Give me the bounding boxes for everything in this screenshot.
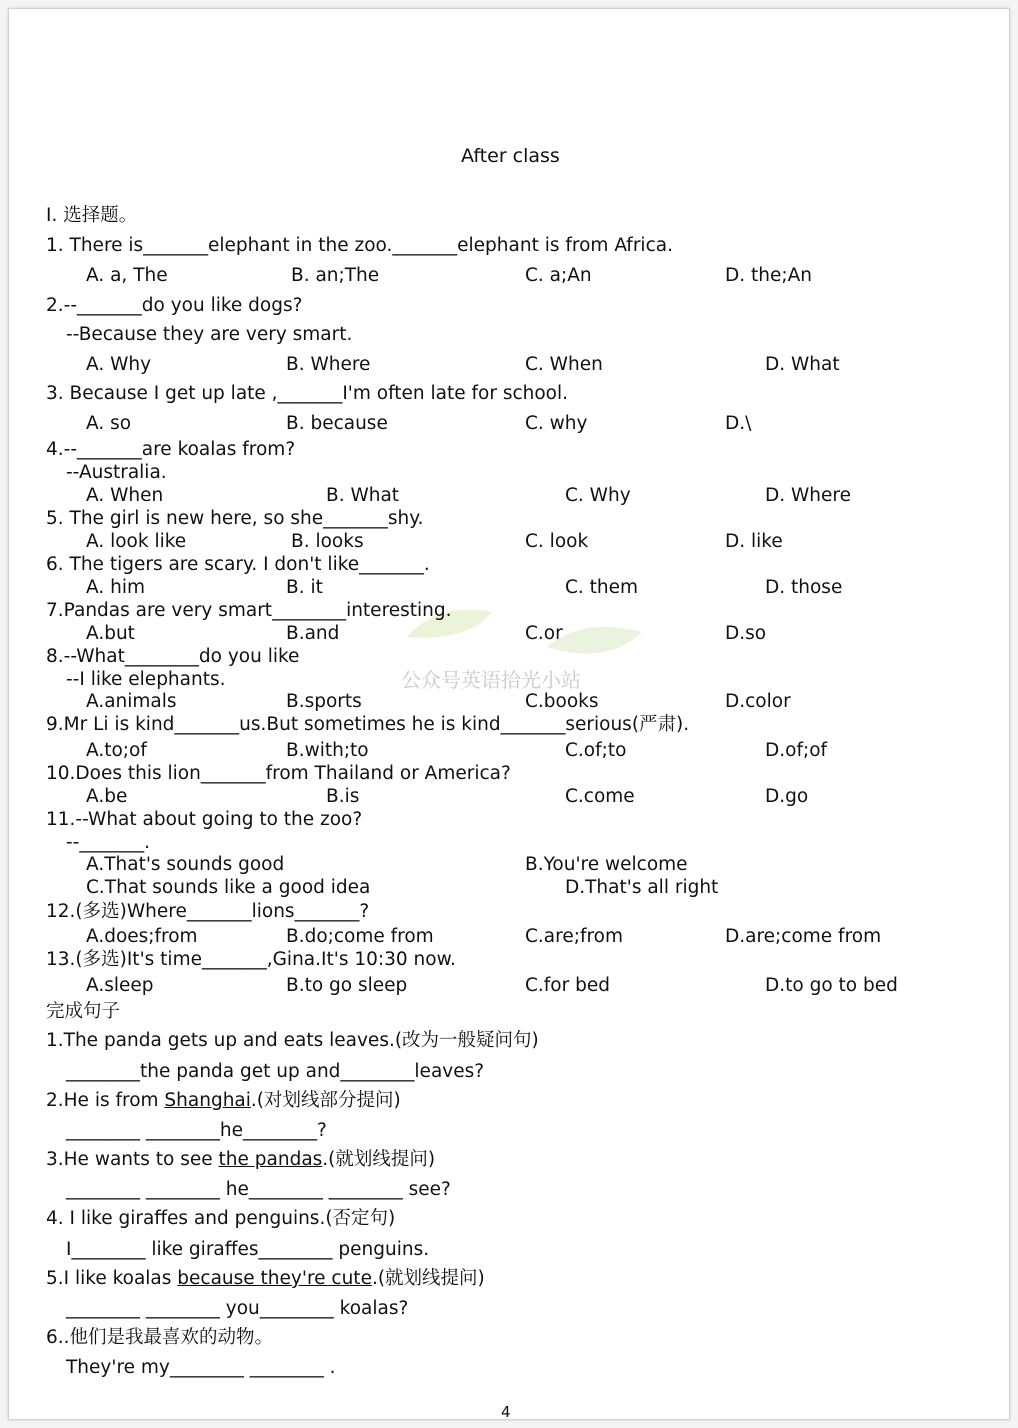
q3-option-c: C. why — [525, 413, 588, 434]
sentence-4-prompt: 4. I like giraffes and penguins.(否定句) — [46, 1208, 396, 1229]
question-11: 11.--What about going to the zoo? — [46, 809, 363, 830]
q2-option-a: A. Why — [86, 354, 152, 375]
q7-option-a: A.but — [86, 623, 135, 644]
q9-option-a: A.to;of — [86, 740, 147, 761]
q9-option-c: C.of;to — [565, 740, 627, 761]
q2-option-c: C. When — [525, 354, 603, 375]
section1-heading: I. 选择题。 — [46, 205, 138, 226]
q9-option-d: D.of;of — [765, 740, 828, 761]
q11-option-b: B.You're welcome — [525, 854, 688, 875]
q13-option-c: C.for bed — [525, 975, 610, 996]
question-8: 8.--What________do you like — [46, 646, 300, 667]
q4-option-b: B. What — [326, 485, 400, 506]
document-page — [8, 8, 1010, 1420]
page-title: After class — [461, 145, 560, 167]
q6-option-b: B. it — [286, 577, 323, 598]
question-1: 1. There is_______elephant in the zoo._______elephant is from Africa. — [46, 235, 673, 256]
q7-option-d: D.so — [725, 623, 767, 644]
q2-option-d: D. What — [765, 354, 840, 375]
q9-option-b: B.with;to — [286, 740, 369, 761]
q8-option-b: B.sports — [286, 691, 362, 712]
section2-heading: 完成句子 — [46, 1001, 121, 1022]
q3-option-d: D.\ — [725, 413, 752, 434]
q6-option-c: C. them — [565, 577, 639, 598]
q2-answer-line: --Because they are very smart. — [66, 324, 353, 345]
sentence-6-answer: They're my________ ________ . — [66, 1357, 336, 1378]
q2-option-b: B. Where — [286, 354, 371, 375]
q5-option-b: B. looks — [291, 531, 364, 552]
q11-answer-line: --_______. — [66, 832, 150, 853]
q12-option-d: D.are;come from — [725, 926, 882, 947]
q6-option-a: A. him — [86, 577, 145, 598]
q13-option-b: B.to go sleep — [286, 975, 408, 996]
q3-option-b: B. because — [286, 413, 388, 434]
q4-answer-line: --Australia. — [66, 462, 167, 483]
sentence-1-prompt: 1.The panda gets up and eats leaves.(改为一般疑问句) — [46, 1030, 539, 1051]
question-12: 12.(多选)Where_______lions_______? — [46, 901, 370, 922]
q3-option-a: A. so — [86, 413, 132, 434]
q12-option-b: B.do;come from — [286, 926, 434, 947]
q11-option-d: D.That's all right — [565, 877, 719, 898]
q1-option-a: A. a, The — [86, 265, 168, 286]
sentence-4-answer: I________ like giraffes________ penguins. — [66, 1239, 430, 1260]
q8-option-a: A.animals — [86, 691, 177, 712]
q4-option-d: D. Where — [765, 485, 851, 506]
q12-option-a: A.does;from — [86, 926, 198, 947]
q8-option-d: D.color — [725, 691, 791, 712]
q11-option-c: C.That sounds like a good idea — [86, 877, 371, 898]
q11-option-a: A.That's sounds good — [86, 854, 285, 875]
q4-option-c: C. Why — [565, 485, 631, 506]
q10-option-b: B.is — [326, 786, 360, 807]
q10-option-d: D.go — [765, 786, 809, 807]
sentence-1-answer: ________the panda get up and________leaves? — [66, 1061, 485, 1082]
question-6: 6. The tigers are scary. I don't like_______. — [46, 554, 430, 575]
q5-option-d: D. like — [725, 531, 783, 552]
q1-option-b: B. an;The — [291, 265, 380, 286]
q6-option-d: D. those — [765, 577, 843, 598]
q10-option-a: A.be — [86, 786, 128, 807]
sentence-2-prompt: 2.He is from Shanghai.(对划线部分提问) — [46, 1090, 401, 1111]
q13-option-a: A.sleep — [86, 975, 154, 996]
question-10: 10.Does this lion_______from Thailand or America? — [46, 763, 511, 784]
sentence-3-prompt: 3.He wants to see the pandas.(就划线提问) — [46, 1149, 436, 1170]
q5-option-a: A. look like — [86, 531, 187, 552]
question-4: 4.--_______are koalas from? — [46, 439, 296, 460]
q13-option-d: D.to go to bed — [765, 975, 898, 996]
q7-option-b: B.and — [286, 623, 340, 644]
page-number: 4 — [501, 1403, 511, 1421]
sentence-5-prompt: 5.I like koalas because they're cute.(就划线提问) — [46, 1268, 485, 1289]
question-13: 13.(多选)It's time_______,Gina.It's 10:30 now. — [46, 949, 456, 970]
sentence-6-prompt: 6..他们是我最喜欢的动物。 — [46, 1327, 274, 1348]
q1-option-d: D. the;An — [725, 265, 812, 286]
question-5: 5. The girl is new here, so she_______shy. — [46, 508, 424, 529]
watermark-text: 公众号英语拾光小站 — [401, 668, 581, 692]
q7-option-c: C.or — [525, 623, 563, 644]
q5-option-c: C. look — [525, 531, 589, 552]
q10-option-c: C.come — [565, 786, 635, 807]
question-2: 2.--_______do you like dogs? — [46, 295, 303, 316]
q8-answer-line: --I like elephants. — [66, 669, 226, 690]
question-3: 3. Because I get up late ,_______I'm often late for school. — [46, 383, 569, 404]
sentence-2-answer: ________ ________he________? — [66, 1120, 327, 1141]
question-9: 9.Mr Li is kind_______us.But sometimes he is kind_______serious(严肃). — [46, 714, 690, 735]
question-7: 7.Pandas are very smart________interesting. — [46, 600, 452, 621]
q1-option-c: C. a;An — [525, 265, 592, 286]
q8-option-c: C.books — [525, 691, 599, 712]
q12-option-c: C.are;from — [525, 926, 624, 947]
sentence-3-answer: ________ ________ he________ ________ see? — [66, 1179, 451, 1200]
sentence-5-answer: ________ ________ you________ koalas? — [66, 1298, 409, 1319]
q4-option-a: A. When — [86, 485, 164, 506]
